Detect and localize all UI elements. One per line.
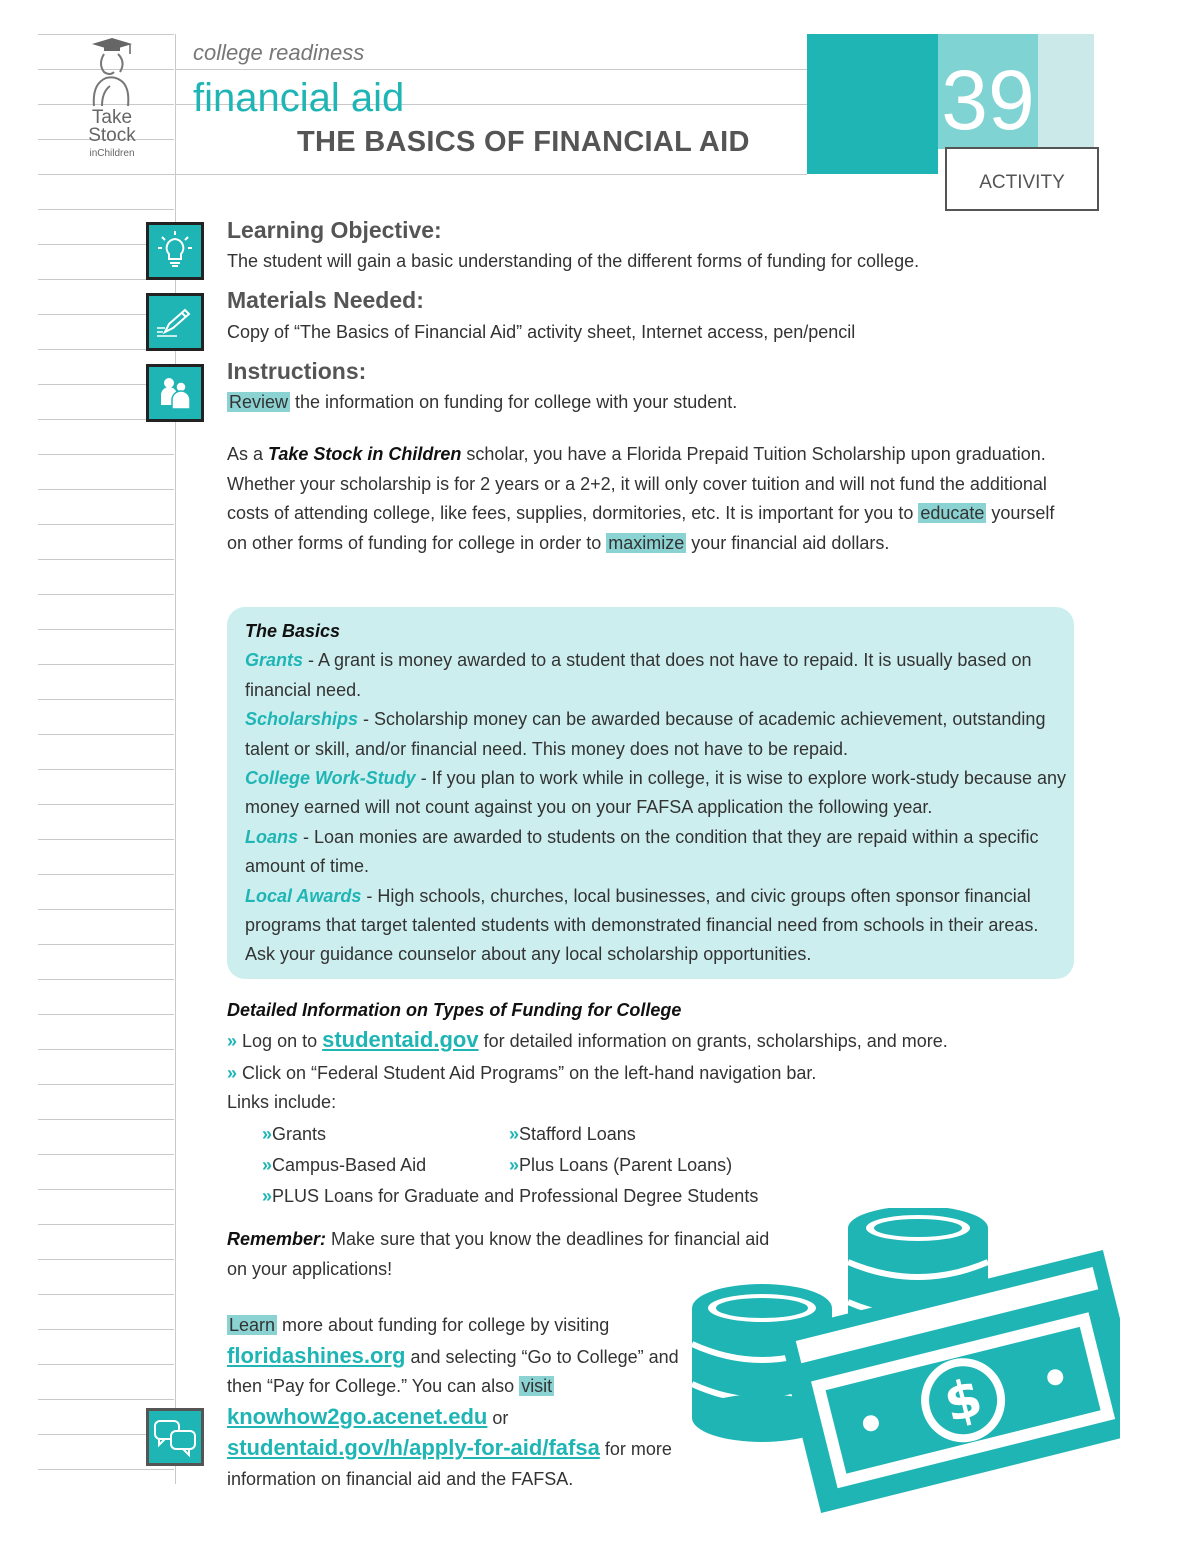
instructions-heading: Instructions: xyxy=(227,358,367,384)
basics-item xyxy=(245,705,1070,764)
link-item xyxy=(262,1124,326,1145)
maximize-highlight: maximize xyxy=(608,532,685,553)
chevron-right-icon: » xyxy=(227,1063,238,1083)
remember-label: Remember: xyxy=(227,1229,327,1249)
basics-item xyxy=(245,882,1070,970)
intro-part1: As a xyxy=(227,444,269,464)
fafsa-link[interactable]: studentaid.gov/h/apply-for-aid/fafsa xyxy=(227,1435,600,1460)
people-icon xyxy=(146,364,204,422)
instructions-text xyxy=(227,392,737,413)
learn-more-paragraph xyxy=(227,1311,687,1494)
basics-item xyxy=(245,764,1070,823)
basics-term: Scholarships xyxy=(245,709,359,730)
basics-desc: - High schools, churches, local businesses, and civic groups often sponsor financial programs that target talented students with demonstrated financial need from schools in their areas. Ask your guidance counselor about any local scholarship opportunities. xyxy=(245,885,1039,965)
studentaid-link[interactable]: studentaid.gov xyxy=(322,1027,479,1052)
objective-heading: Learning Objective: xyxy=(227,217,442,243)
basics-desc: - If you plan to work while in college, it is wise to explore work-study because any money earned will not count against you on your FAFSA application the following year. xyxy=(245,768,1066,818)
learn-t2: and selecting “Go to College” and then “Pay for College.” You can also xyxy=(227,1346,679,1396)
detailed-line2 xyxy=(227,1063,816,1084)
brand-name: Take Stock in Children xyxy=(268,444,462,464)
page-title: financial aid xyxy=(193,76,405,120)
line1-pre: Log on to xyxy=(242,1031,323,1051)
logo-stock: Stock xyxy=(88,125,136,146)
detailed-line1 xyxy=(227,1027,948,1053)
intro-paragraph xyxy=(227,440,1077,558)
materials-heading: Materials Needed: xyxy=(227,287,424,313)
basics-item xyxy=(245,646,1070,705)
link-item xyxy=(262,1186,758,1207)
learn-t4: for more information on financial aid and the FAFSA. xyxy=(227,1439,672,1489)
page-subtitle: THE BASICS OF FINANCIAL AID xyxy=(297,126,750,158)
floridashines-link[interactable]: floridashines.org xyxy=(227,1342,406,1368)
link-item-label: Campus-Based Aid xyxy=(272,1155,427,1175)
intro-part4: your financial aid dollars. xyxy=(686,532,890,553)
header-accent-block xyxy=(807,34,938,174)
basics-item xyxy=(245,823,1070,882)
svg-text:$: $ xyxy=(938,1367,989,1435)
intro-part3: yourself on other forms of funding for college in order to xyxy=(227,503,1055,553)
money-illustration xyxy=(690,1208,1120,1528)
basics-term: Loans xyxy=(245,826,299,847)
activity-label: ACTIVITY xyxy=(979,172,1065,193)
lightbulb-icon xyxy=(146,222,204,280)
dollar-bills-icon xyxy=(778,1258,1120,1512)
link-item xyxy=(262,1155,426,1176)
remember-text: Make sure that you know the deadlines for financial aid on your applications! xyxy=(227,1229,770,1279)
basics-box xyxy=(227,607,1074,979)
chevron-right-icon: » xyxy=(509,1124,520,1144)
instructions-rest: the information on funding for college with your student. xyxy=(290,392,738,412)
objective-text: The student will gain a basic understanding of the different forms of funding for college. xyxy=(227,251,920,271)
pencil-icon xyxy=(146,293,204,351)
discussion-icon xyxy=(146,1408,204,1466)
chevron-right-icon: » xyxy=(262,1186,273,1206)
take-stock-logo xyxy=(70,36,154,166)
logo-in-children: inChildren xyxy=(89,148,135,159)
basics-desc: - A grant is money awarded to a student that does not have to repaid. It is usually based on financial need. xyxy=(245,650,1032,700)
chevron-right-icon: » xyxy=(262,1155,273,1175)
basics-title: The Basics xyxy=(245,621,341,641)
intro-part2: scholar, you have a Florida Prepaid Tuition Scholarship upon graduation. Whether your scholarship is for 2 years or a 2+2, it will only cover tuition and will not fund the additional costs of attending college, like fees, supplies, dormitories, etc. It is important for you to xyxy=(227,444,1047,523)
link-item xyxy=(509,1124,636,1145)
graduate-figure-icon xyxy=(70,36,154,108)
learn-t1: more about funding for college by visiting xyxy=(277,1315,610,1335)
logo-take: Take xyxy=(91,107,133,128)
line1-post: for detailed information on grants, scholarships, and more. xyxy=(478,1031,948,1051)
learn-t3: or xyxy=(487,1407,509,1428)
section-kicker: college readiness xyxy=(193,40,365,65)
chevron-right-icon: » xyxy=(262,1124,273,1144)
link-item xyxy=(509,1155,732,1176)
detailed-heading: Detailed Information on Types of Funding for College xyxy=(227,1000,682,1020)
link-item-label: Grants xyxy=(272,1124,327,1144)
educate-highlight: educate xyxy=(920,503,985,523)
learn-highlight: Learn xyxy=(229,1315,276,1335)
activity-number: 39 xyxy=(941,53,1035,147)
basics-desc: - Loan monies are awarded to students on the condition that they are repaid within a specific amount of time. xyxy=(245,826,1039,877)
basics-desc: - Scholarship money can be awarded because of academic achievement, outstanding talent or skill, and/or financial need. This money does not have to be repaid. xyxy=(245,709,1046,759)
activity-number-box-light xyxy=(1038,34,1094,149)
basics-term: College Work-Study xyxy=(245,768,416,789)
visit-highlight: visit xyxy=(521,1376,553,1396)
materials-text: Copy of “The Basics of Financial Aid” activity sheet, Internet access, pen/pencil xyxy=(227,322,856,342)
chevron-right-icon: » xyxy=(227,1031,238,1051)
link-item-label: PLUS Loans for Graduate and Professional Degree Students xyxy=(272,1186,759,1206)
knowhow2go-link[interactable]: knowhow2go.acenet.edu xyxy=(227,1403,488,1429)
basics-term: Local Awards xyxy=(245,885,362,906)
chevron-right-icon: » xyxy=(509,1155,520,1175)
links-intro: Links include: xyxy=(227,1092,337,1112)
line2-text: Click on “Federal Student Aid Programs” on the left-hand navigation bar. xyxy=(242,1063,817,1083)
link-item-label: Plus Loans (Parent Loans) xyxy=(519,1155,733,1175)
basics-term: Grants xyxy=(245,650,304,671)
review-highlight: Review xyxy=(229,392,289,412)
link-item-label: Stafford Loans xyxy=(519,1124,636,1144)
